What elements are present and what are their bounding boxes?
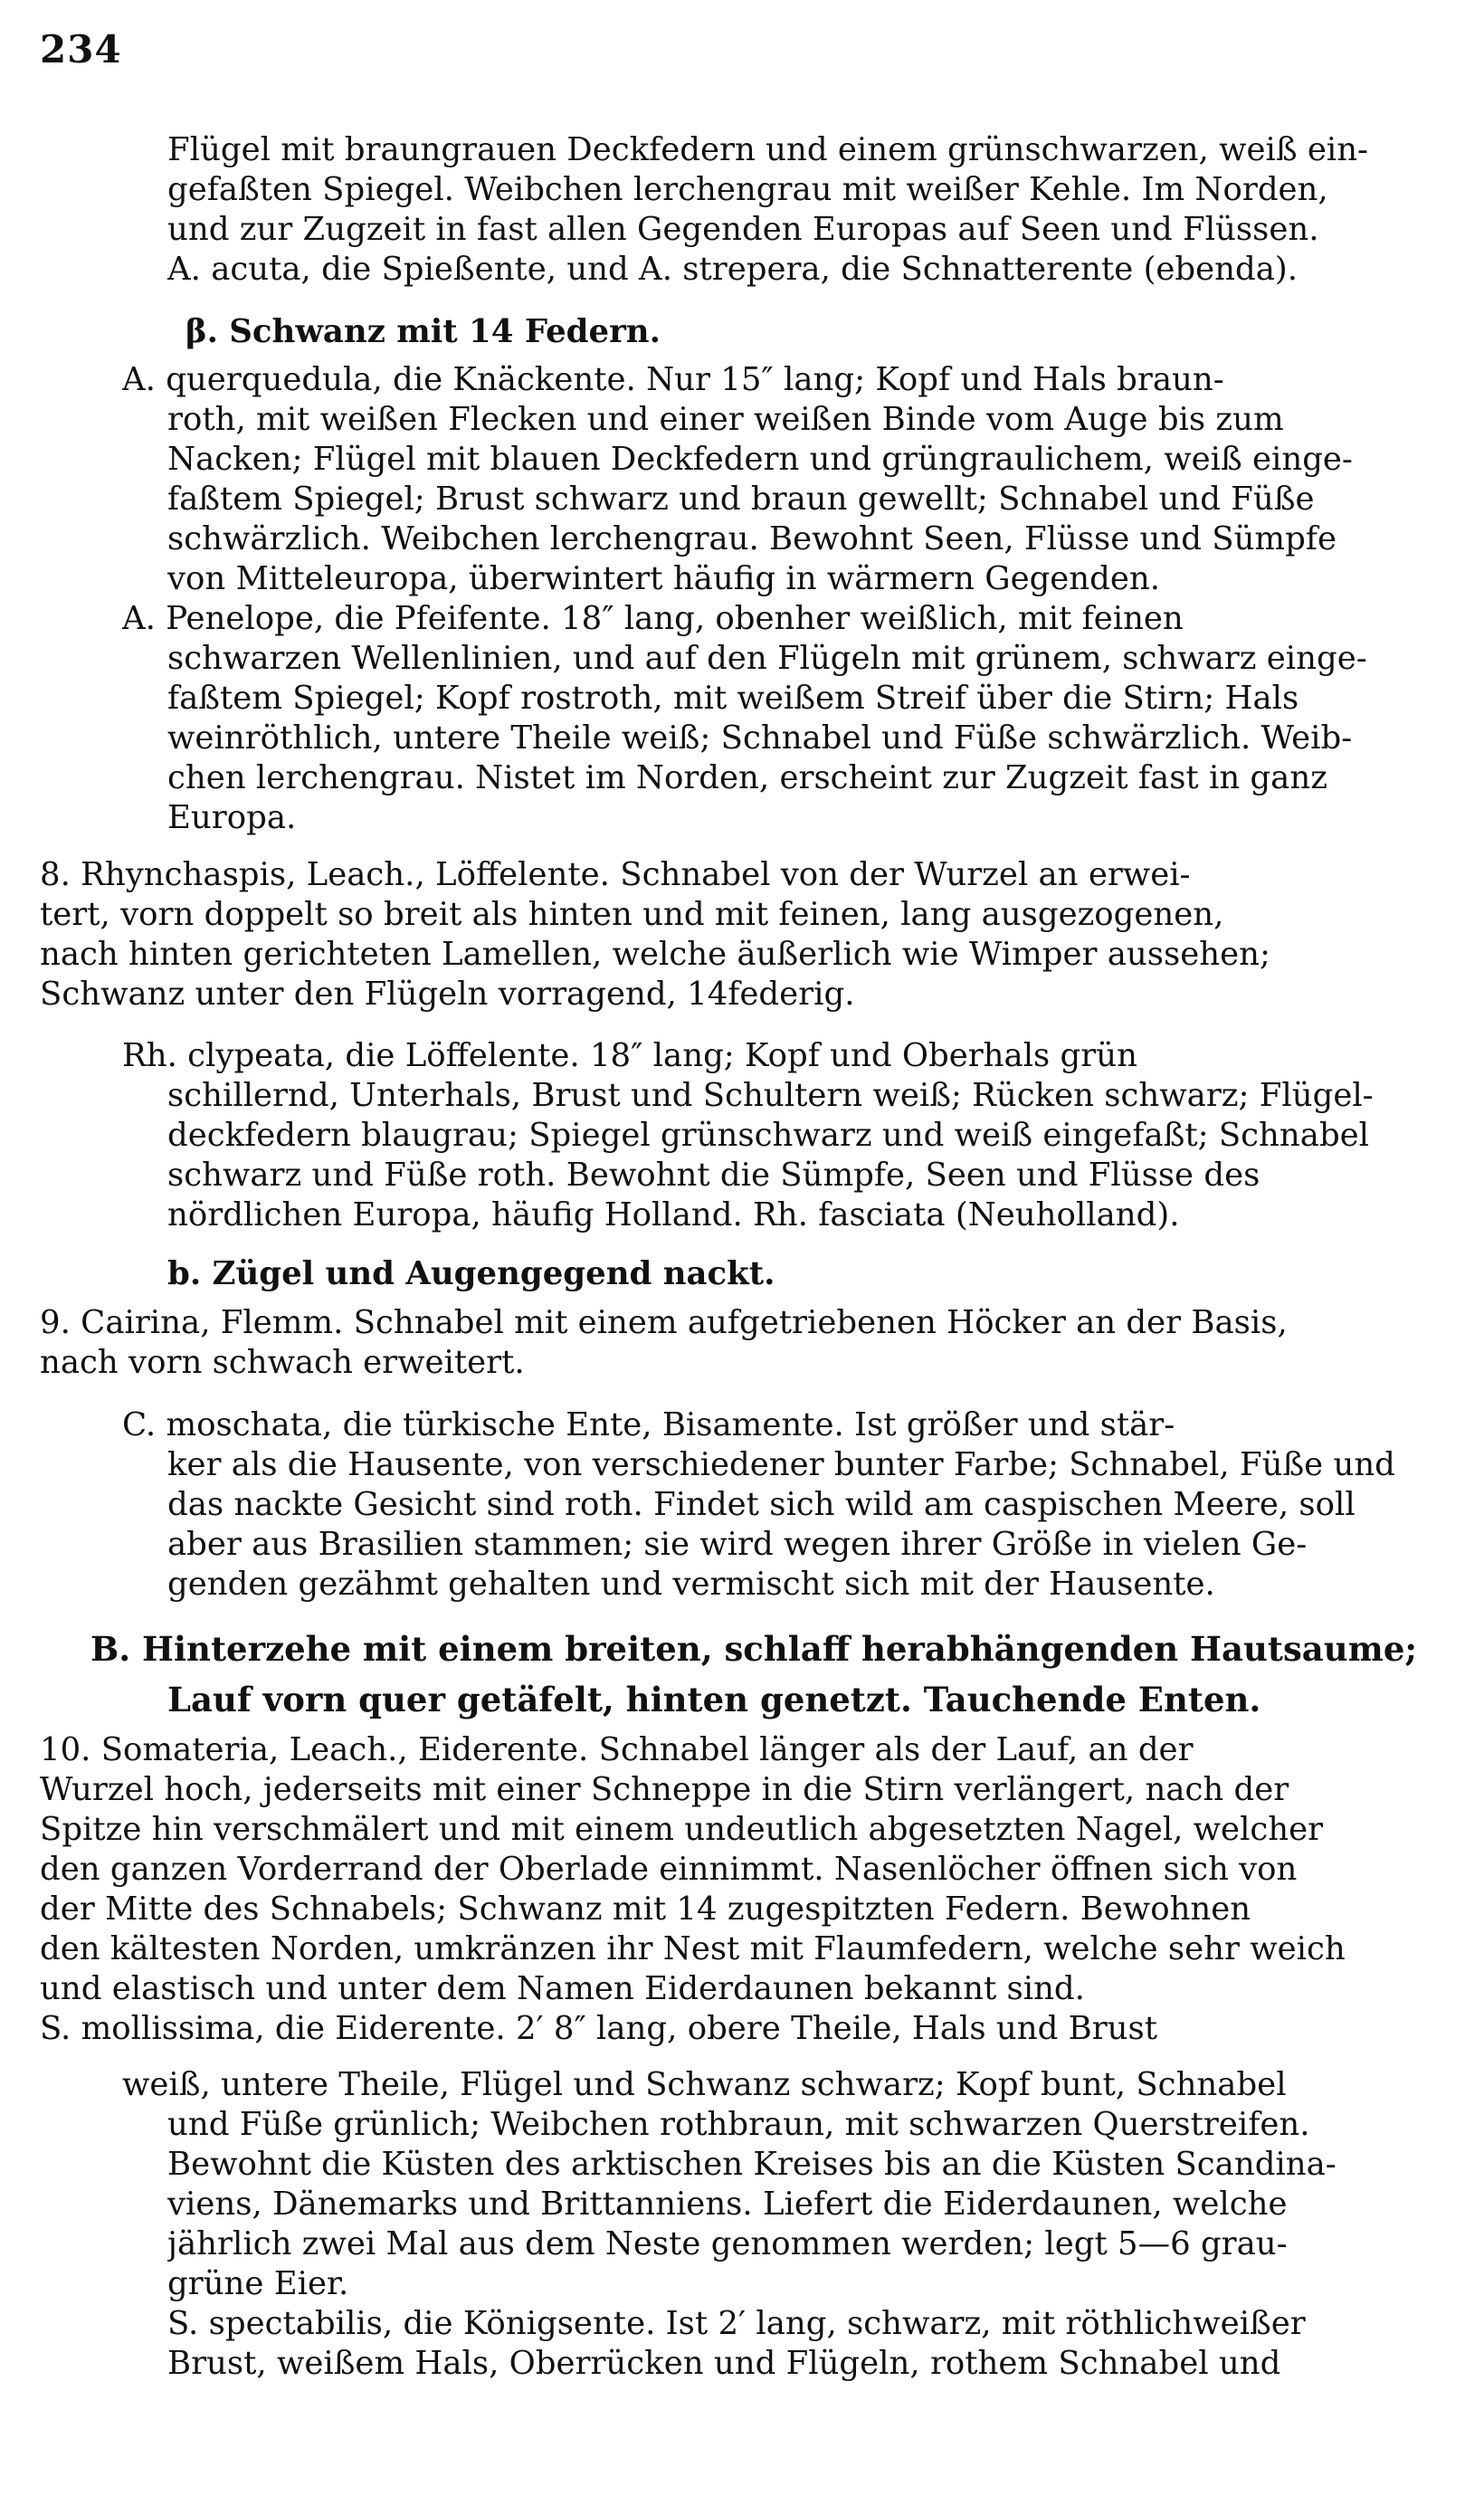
text-line: Flügel mit braungrauen Deckfedern und einem grünschwarzen, weiß ein- bbox=[167, 131, 1369, 168]
text-line: weinröthlich, untere Theile weiß; Schnabel und Füße schwärzlich. Weib- bbox=[167, 719, 1353, 757]
text-line: das nackte Gesicht sind roth. Findet sich wild am caspischen Meere, soll bbox=[167, 1486, 1356, 1523]
text-line: und zur Zugzeit in fast allen Gegenden Europas auf Seen und Flüssen. bbox=[167, 211, 1319, 248]
text-line: der Mitte des Schnabels; Schwanz mit 14 zugespitzten Federn. Bewohnen bbox=[40, 1891, 1251, 1928]
text-line: faßtem Spiegel; Kopf rostroth, mit weißem Streif über die Stirn; Hals bbox=[167, 680, 1299, 717]
species-entry-line: C. moschata, die türkische Ente, Bisamente. Ist größer und stär- bbox=[122, 1406, 1175, 1443]
species-entry-line: Rh. clypeata, die Löffelente. 18″ lang; Kopf und Oberhals grün bbox=[122, 1037, 1137, 1074]
text-line: nördlichen Europa, häufig Holland. Rh. fasciata (Neuholland). bbox=[167, 1196, 1180, 1233]
subsection-heading: b. Zügel und Augengegend nackt. bbox=[167, 1255, 775, 1292]
text-line: ker als die Hausente, von verschiedener bunter Farbe; Schnabel, Füße und bbox=[167, 1446, 1395, 1483]
genus-entry-line: 9. Cairina, Flemm. Schnabel mit einem aufgetriebenen Höcker an der Basis, bbox=[40, 1304, 1288, 1341]
species-entry-line: A. querquedula, die Knäckente. Nur 15″ lang; Kopf und Hals braun- bbox=[122, 361, 1224, 398]
text-line: Nacken; Flügel mit blauen Deckfedern und grüngraulichem, weiß einge- bbox=[167, 441, 1353, 478]
section-heading: Lauf vorn quer getäfelt, hinten genetzt. Tauchende Enten. bbox=[167, 1680, 1261, 1719]
text-line: schillernd, Unterhals, Brust und Schultern weiß; Rücken schwarz; Flügel- bbox=[167, 1077, 1374, 1114]
subsection-heading: β. Schwanz mit 14 Federn. bbox=[186, 313, 661, 350]
text-line: von Mitteleuropa, überwintert häufig in wärmern Gegenden. bbox=[167, 560, 1161, 597]
text-line: genden gezähmt gehalten und vermischt sich mit der Hausente. bbox=[167, 1566, 1215, 1603]
text-line: Bewohnt die Küsten des arktischen Kreises bis an die Küsten Scandina- bbox=[167, 2146, 1337, 2183]
page-number: 234 bbox=[40, 27, 122, 71]
text-line bbox=[167, 2443, 1434, 2484]
text-line: schwarz und Füße roth. Bewohnt die Sümpfe, Seen und Flüsse des bbox=[167, 1157, 1260, 1194]
text-line: Wurzel hoch, jederseits mit einer Schneppe in die Stirn verlängert, nach der bbox=[40, 1771, 1289, 1808]
section-heading: B. Hinterzehe mit einem breiten, schlaff herabhängenden Hautsaume; bbox=[90, 1629, 1418, 1669]
text-line: schwarzen Wellenlinien, und auf den Flügeln mit grünem, schwarz einge- bbox=[167, 640, 1367, 677]
text-line: S. mollissima, die Eiderente. 2′ 8″ lang, obere Theile, Hals und Brust bbox=[40, 2010, 1158, 2047]
text-line: grüne Eier. bbox=[167, 2265, 349, 2302]
text-line: A. acuta, die Spießente, und A. strepera, die Schnatterente (ebenda). bbox=[167, 251, 1298, 288]
text-line: den kältesten Norden, umkränzen ihr Nest mit Flaumfedern, welche sehr weich bbox=[40, 1930, 1346, 1967]
text-line: Brust, weißem Hals, Oberrücken und Flügeln, rothem Schnabel und bbox=[167, 2345, 1281, 2382]
text-line: faßtem Spiegel; Brust schwarz und braun gewellt; Schnabel und Füße bbox=[167, 481, 1315, 518]
text-line: nach vorn schwach erweitert. bbox=[40, 1344, 525, 1381]
text-line: viens, Dänemarks und Brittanniens. Liefert die Eiderdaunen, welche bbox=[167, 2186, 1288, 2223]
text-line: tert, vorn doppelt so breit als hinten und mit feinen, lang ausgezogenen, bbox=[40, 896, 1224, 933]
text-line: jährlich zwei Mal aus dem Neste genommen werden; legt 5—6 grau- bbox=[167, 2225, 1288, 2262]
text-line: nach hinten gerichteten Lamellen, welche äußerlich wie Wimper aussehen; bbox=[40, 936, 1270, 973]
genus-entry-line: 10. Somateria, Leach., Eiderente. Schnabel länger als der Lauf, an der bbox=[40, 1731, 1194, 1768]
species-entry-line bbox=[122, 2403, 1434, 2444]
text-line: und elastisch und unter dem Namen Eiderdaunen bekannt sind. bbox=[40, 1970, 1085, 2007]
text-line: schwärzlich. Weibchen lerchengrau. Bewohnt Seen, Flüsse und Sümpfe bbox=[167, 520, 1337, 557]
species-entry-line: weiß, untere Theile, Flügel und Schwanz schwarz; Kopf bunt, Schnabel bbox=[122, 2066, 1287, 2103]
genus-entry-line: 8. Rhynchaspis, Leach., Löffelente. Schnabel von der Wurzel an erwei- bbox=[40, 856, 1191, 893]
text-line: Europa. bbox=[167, 799, 297, 836]
text-line: und Füße grünlich; Weibchen rothbraun, mit schwarzen Querstreifen. bbox=[167, 2106, 1310, 2143]
text-line: roth, mit weißen Flecken und einer weißen Binde vom Auge bis zum bbox=[167, 401, 1284, 438]
text-line: Schwanz unter den Flügeln vorragend, 14federig. bbox=[40, 976, 855, 1013]
text-line: Spitze hin verschmälert und mit einem undeutlich abgesetzten Nagel, welcher bbox=[40, 1811, 1324, 1848]
text-line: gefaßten Spiegel. Weibchen lerchengrau mit weißer Kehle. Im Norden, bbox=[167, 171, 1328, 208]
species-entry-line: A. Penelope, die Pfeifente. 18″ lang, obenher weißlich, mit feinen bbox=[122, 600, 1184, 637]
text-line: den ganzen Vorderrand der Oberlade einnimmt. Nasenlöcher öffnen sich von bbox=[40, 1851, 1298, 1888]
text-line: S. spectabilis, die Königsente. Ist 2′ lang, schwarz, mit röthlichweißer bbox=[167, 2305, 1306, 2342]
text-line: chen lerchengrau. Nistet im Norden, erscheint zur Zugzeit fast in ganz bbox=[167, 759, 1327, 796]
text-line: aber aus Brasilien stammen; sie wird wegen ihrer Größe in vielen Ge- bbox=[167, 1526, 1308, 1563]
text-line: deckfedern blaugrau; Spiegel grünschwarz und weiß eingefaßt; Schnabel bbox=[167, 1117, 1370, 1154]
